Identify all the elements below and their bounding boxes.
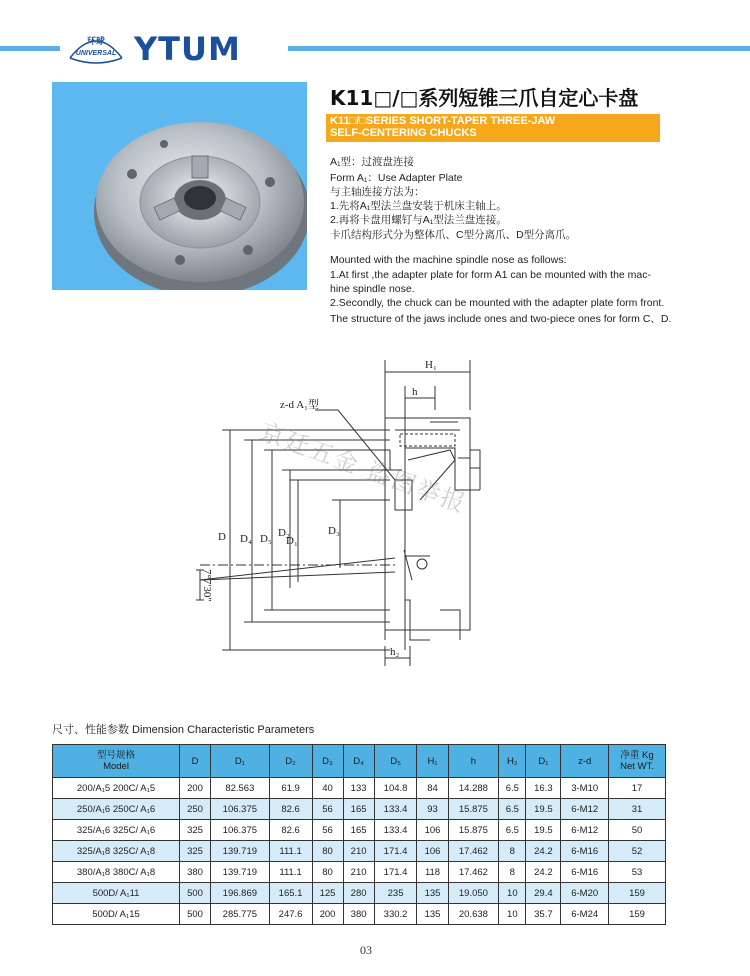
desc-en-line: Mounted with the machine spindle nose as follows:: [330, 254, 567, 266]
label-h: h: [412, 386, 418, 398]
table-cell: 6.5: [499, 820, 526, 841]
desc-en-line: hine spindle nose.: [330, 283, 415, 295]
table-cell: 118: [417, 862, 448, 883]
col-header-weight: [609, 745, 666, 778]
table-cell: 165.1: [269, 883, 312, 904]
table-cell: 6-M12: [561, 799, 609, 820]
col-header-D4: D₄: [343, 745, 374, 778]
table-cell: 111.1: [269, 841, 312, 862]
table-cell: 165: [343, 820, 374, 841]
col-header-D1b: D₁: [526, 745, 561, 778]
table-row: [53, 904, 666, 925]
col-header-D3: D₃: [312, 745, 343, 778]
col-header-model: [53, 745, 180, 778]
table-cell: 200: [180, 778, 211, 799]
table-cell: 380: [343, 904, 374, 925]
table-cell: 106.375: [211, 799, 270, 820]
table-cell: 106.375: [211, 820, 270, 841]
table-cell: 31: [609, 799, 666, 820]
table-cell: 135: [417, 904, 448, 925]
table-cell: 500: [180, 883, 211, 904]
table-cell: 139.719: [211, 862, 270, 883]
col-header-D5: D₅: [374, 745, 417, 778]
table-cell: 16.3: [526, 778, 561, 799]
table-cell: 133.4: [374, 820, 417, 841]
table-cell: 200: [312, 904, 343, 925]
table-section-title: 尺寸、性能参数 Dimension Characteristic Parameters: [52, 724, 315, 736]
table-cell: 61.9: [269, 778, 312, 799]
table-cell-model: 325/A₁8 325C/ A₁8: [53, 841, 180, 862]
table-cell: 6-M20: [561, 883, 609, 904]
desc-cn-line: 1.先将A₁型法兰盘安装于机床主轴上。: [330, 200, 507, 212]
table-cell: 17.462: [448, 841, 499, 862]
table-cell: 50: [609, 820, 666, 841]
table-cell-model: 500D/ A₁15: [53, 904, 180, 925]
col-header-text: 型号规格: [96, 750, 135, 761]
table-cell: 24.2: [526, 862, 561, 883]
table-cell: 84: [417, 778, 448, 799]
col-header-zd: z-d: [561, 745, 609, 778]
table-cell: 80: [312, 862, 343, 883]
product-title-en: [330, 115, 555, 139]
table-cell: 285.775: [211, 904, 270, 925]
table-cell: 210: [343, 862, 374, 883]
table-cell: 10: [499, 904, 526, 925]
desc-en-line: 2.Secondly, the chuck can be mounted with the adapter plate form front.: [330, 297, 665, 309]
label-D3: D₃: [328, 525, 340, 537]
table-cell: 17: [609, 778, 666, 799]
table-cell-model: 500D/ A₁11: [53, 883, 180, 904]
table-cell: 6.5: [499, 799, 526, 820]
table-cell: 8: [499, 841, 526, 862]
table-cell: 500: [180, 904, 211, 925]
page-number: 03: [360, 943, 372, 957]
desc-cn-line: Form A₁：Use Adapter Plate: [330, 172, 463, 184]
table-cell: 56: [312, 820, 343, 841]
label-D2: D₂: [278, 527, 290, 539]
table-cell: 330.2: [374, 904, 417, 925]
table-cell: 19.050: [448, 883, 499, 904]
table-cell: 159: [609, 883, 666, 904]
table-row: [53, 799, 666, 820]
label-h2: h₂: [390, 646, 400, 658]
table-cell: 80: [312, 841, 343, 862]
table-cell: 125: [312, 883, 343, 904]
table-cell-model: 380/A₁8 380C/ A₁8: [53, 862, 180, 883]
table-cell: 196.869: [211, 883, 270, 904]
col-header-h: h: [448, 745, 499, 778]
label-angle: 7°7'30": [201, 569, 213, 602]
col-header-D1: D₁: [211, 745, 270, 778]
desc-cn-line: 卡爪结构形式分为整体爪、C型分离爪、D型分离爪。: [330, 229, 577, 241]
table-cell: 19.5: [526, 799, 561, 820]
brand-name: YTUM: [134, 30, 241, 68]
col-header-text: Model: [103, 761, 129, 772]
product-photo: [52, 82, 307, 290]
logo-cn-text: 环球: [86, 37, 106, 47]
table-cell: 52: [609, 841, 666, 862]
table-cell: 235: [374, 883, 417, 904]
table-cell: 171.4: [374, 862, 417, 883]
table-cell: 106: [417, 841, 448, 862]
table-cell: 82.6: [269, 799, 312, 820]
label-D5: D₅: [260, 533, 272, 545]
table-cell: 29.4: [526, 883, 561, 904]
table-cell-model: 250/A₁6 250C/ A₁6: [53, 799, 180, 820]
table-cell: 111.1: [269, 862, 312, 883]
desc-en-line: 1.At first ,the adapter plate for form A1 can be mounted with the mac-: [330, 269, 651, 281]
table-cell: 3-M10: [561, 778, 609, 799]
table-header-row: [53, 745, 666, 778]
desc-cn-line: 与主轴连接方法为：: [330, 186, 425, 198]
table-cell: 106: [417, 820, 448, 841]
table-cell: 6.5: [499, 778, 526, 799]
label-H1: H₁: [425, 359, 437, 371]
table-cell: 17.462: [448, 862, 499, 883]
table-cell: 6-M16: [561, 841, 609, 862]
col-header-H1: H₁: [417, 745, 448, 778]
header-rule-right: [288, 46, 750, 51]
watermark-text: 京廷五金 盗图举报: [256, 417, 471, 519]
table-cell: 380: [180, 862, 211, 883]
col-header-text: Net WT.: [620, 761, 654, 772]
universal-logo-icon: [66, 28, 126, 64]
chuck-photo-icon: [52, 82, 307, 290]
table-cell: 20.638: [448, 904, 499, 925]
table-cell: 280: [343, 883, 374, 904]
table-cell: 93: [417, 799, 448, 820]
col-header-D2: D₂: [269, 745, 312, 778]
table-cell: 35.7: [526, 904, 561, 925]
desc-en-line: The structure of the jaws include ones and two-piece ones for form C、D.: [330, 313, 672, 325]
table-row: [53, 820, 666, 841]
table-row: [53, 841, 666, 862]
label-D: D: [218, 531, 226, 543]
product-title-en-line1: K11□/□SERIES SHORT-TAPER THREE-JAW: [330, 115, 556, 127]
table-row: [53, 883, 666, 904]
col-header-H2: H₂: [499, 745, 526, 778]
table-cell: 8: [499, 862, 526, 883]
table-cell: 53: [609, 862, 666, 883]
table-cell: 104.8: [374, 778, 417, 799]
label-D4: D₄: [240, 533, 252, 545]
table-row: [53, 862, 666, 883]
table-cell: 15.875: [448, 820, 499, 841]
table-cell: 159: [609, 904, 666, 925]
product-title-en-line2: SELF-CENTERING CHUCKS: [330, 127, 477, 139]
table-cell: 82.6: [269, 820, 312, 841]
table-cell: 82.563: [211, 778, 270, 799]
table-cell: 6-M12: [561, 820, 609, 841]
table-cell: 19.5: [526, 820, 561, 841]
col-header-text: 净重 Kg: [620, 750, 654, 761]
header-rule-left: [0, 46, 60, 51]
table-cell: 24.2: [526, 841, 561, 862]
table-cell: 40: [312, 778, 343, 799]
desc-cn-line: A₁型：过渡盘连接: [330, 156, 415, 168]
table-cell: 325: [180, 841, 211, 862]
label-zd: z-d A₁型: [280, 399, 319, 411]
table-cell: 325: [180, 820, 211, 841]
table-row: [53, 778, 666, 799]
table-cell: 247.6: [269, 904, 312, 925]
technical-drawing: [140, 350, 560, 670]
table-cell: 165: [343, 799, 374, 820]
table-cell: 56: [312, 799, 343, 820]
table-cell-model: 200/A₁5 200C/ A₁5: [53, 778, 180, 799]
label-D1: D₁: [286, 535, 298, 547]
table-cell: 14.288: [448, 778, 499, 799]
table-cell: 171.4: [374, 841, 417, 862]
table-cell: 210: [343, 841, 374, 862]
desc-cn-line: 2.再将卡盘用螺钉与A₁型法兰盘连接。: [330, 214, 507, 226]
table-cell: 15.875: [448, 799, 499, 820]
col-header-D: D: [180, 745, 211, 778]
table-cell: 6-M24: [561, 904, 609, 925]
spec-table: [52, 744, 666, 925]
table-cell: 6-M16: [561, 862, 609, 883]
logo-en-text: UNIVERSAL: [75, 50, 117, 57]
table-cell-model: 325/A₁6 325C/ A₁6: [53, 820, 180, 841]
table-cell: 133.4: [374, 799, 417, 820]
table-cell: 10: [499, 883, 526, 904]
table-cell: 139.719: [211, 841, 270, 862]
product-title-cn: K11□/□系列短锥三爪自定心卡盘: [330, 86, 639, 110]
table-cell: 133: [343, 778, 374, 799]
table-cell: 250: [180, 799, 211, 820]
table-cell: 135: [417, 883, 448, 904]
